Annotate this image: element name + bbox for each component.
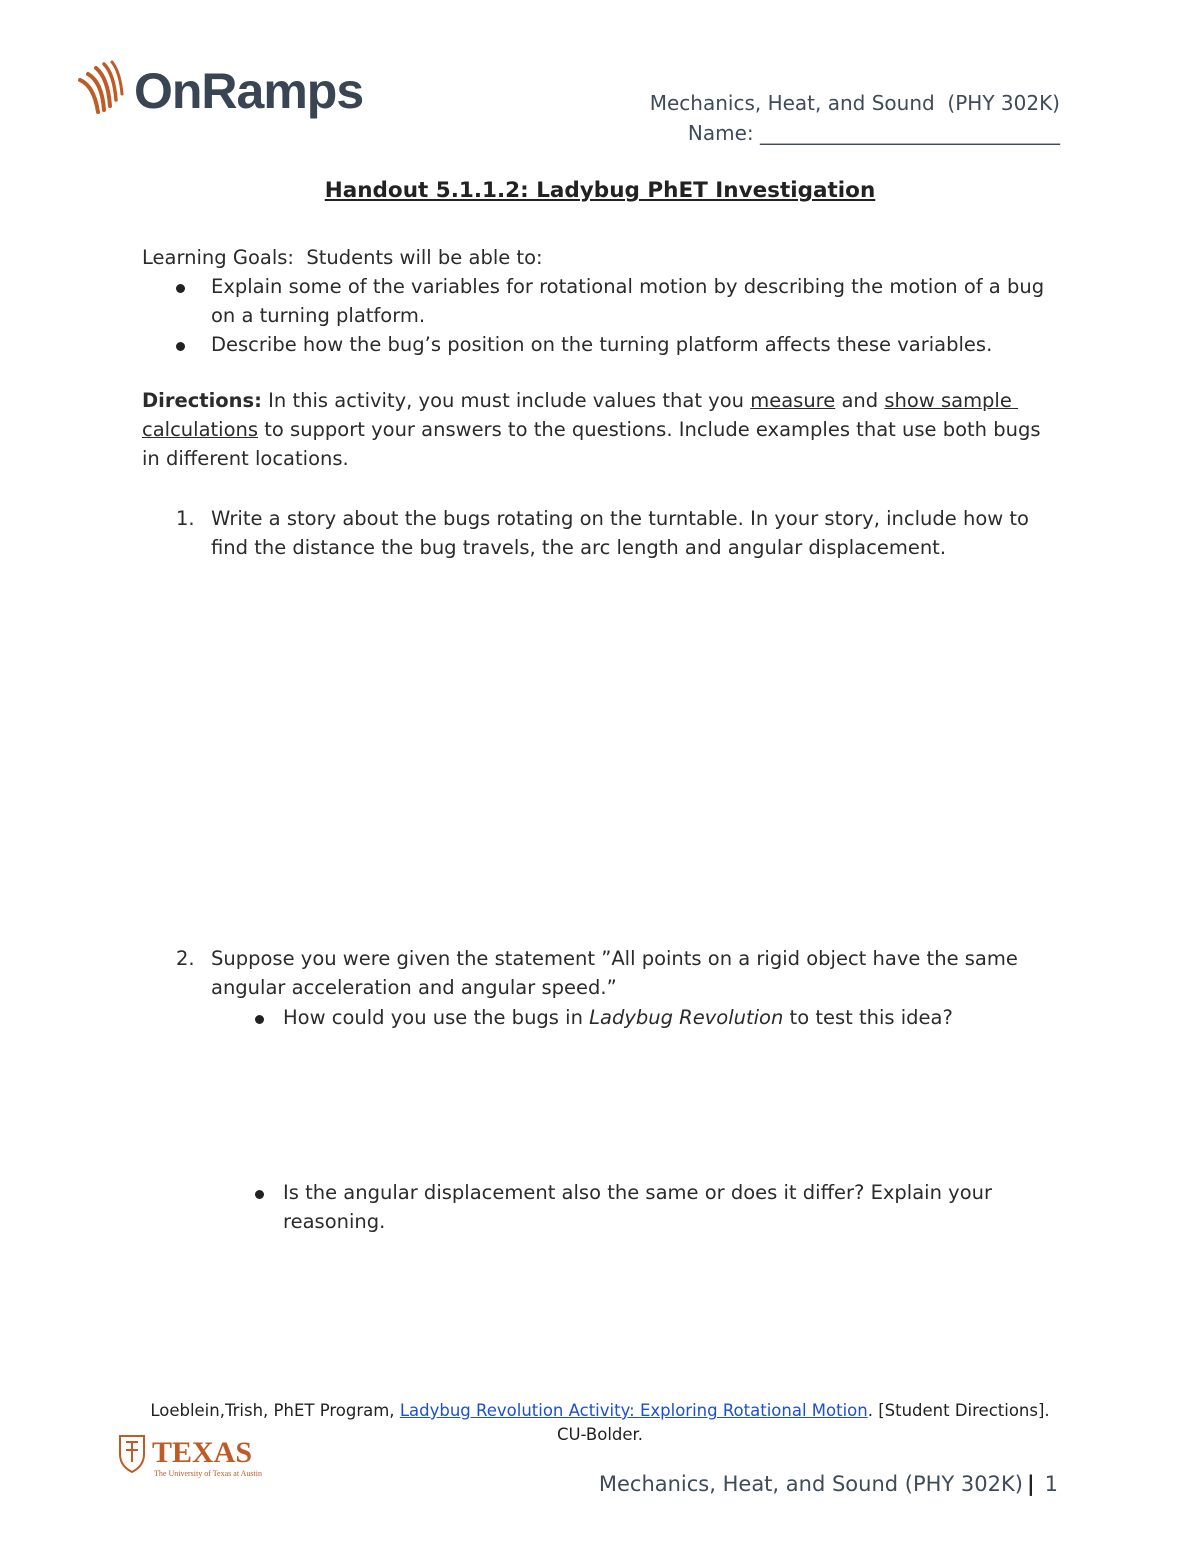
name-line: Name: ______________________________ (687, 121, 1060, 145)
page-title: Handout 5.1.1.2: Ladybug PhET Investigation (324, 178, 876, 203)
subitem-title-italic: Ladybug Revolution (589, 1006, 784, 1029)
citation-link[interactable]: Ladybug Revolution Activity: Exploring Rotational Motion (399, 1401, 868, 1420)
directions-text-2: to support your answers to the questions. Include examples that use both bugs in different locations. (142, 418, 1047, 470)
texas-tagline: The University of Texas at Austin (154, 1469, 262, 1478)
goal-text: Describe how the bug’s position on the turning platform affects these variables. (211, 333, 993, 356)
question-number: 1. (176, 507, 195, 530)
goal-text: Explain some of the variables for rotational motion by describing the motion of a bug on a turning platform. (211, 275, 1045, 327)
directions-show-sample: show sample calculations (142, 389, 1019, 441)
directions-label: Directions: (142, 389, 262, 412)
bullet-icon (255, 1190, 264, 1199)
footer-separator: | (1026, 1472, 1035, 1496)
subitem-text (211, 1003, 1011, 1032)
bullet-icon (255, 1015, 264, 1024)
list-item (142, 272, 1062, 330)
list-item (142, 330, 1062, 359)
onramps-logo-text: OnRamps (134, 63, 364, 119)
bullet-icon (176, 342, 185, 351)
citation (142, 1399, 1058, 1447)
onramps-swoosh-icon (76, 60, 128, 122)
subitem-text-start: How could you use the bugs in (283, 1006, 590, 1029)
learning-goals-list (142, 272, 1062, 359)
directions-measure: measure (750, 389, 836, 412)
texas-logo (118, 1432, 278, 1484)
footer-course: Mechanics, Heat, and Sound (PHY 302K) (598, 1472, 1023, 1496)
directions (142, 386, 1062, 473)
footer-page-number: 1 (1044, 1472, 1058, 1496)
subitem-text-end: to test this idea? (783, 1006, 953, 1029)
directions-text-1: In this activity, you must include values that you (261, 389, 751, 412)
onramps-logo (76, 60, 363, 122)
bullet-icon (176, 284, 185, 293)
directions-and: and (835, 389, 885, 412)
question-1 (142, 504, 1062, 562)
learning-goals-label: Learning Goals: (142, 246, 294, 269)
question-2-subitem-b (211, 1178, 1011, 1236)
citation-suffix: . [Student Directions]. CU-Bolder. (556, 1401, 1050, 1444)
learning-goals-intro (142, 243, 1062, 272)
page-footer (560, 1472, 1058, 1496)
question-text: Write a story about the bugs rotating on the turntable. In your story, include how to find the distance the bug travels, the arc length and angular displacement. (211, 507, 1029, 559)
subitem-text: Is the angular displacement also the same or does it differ? Explain your reasoning. (283, 1181, 992, 1233)
question-2 (142, 944, 1062, 1002)
learning-goals-intro-text: Students will be able to: (294, 246, 543, 269)
question-2-subitem-a (211, 1003, 1011, 1032)
course-title: Mechanics, Heat, and Sound (PHY 302K) (649, 91, 1060, 115)
texas-wordmark: TEXAS (152, 1436, 253, 1469)
question-number: 2. (176, 947, 195, 970)
learning-goals (142, 243, 1062, 359)
citation-prefix: Loeblein,Trish, PhET Program, (150, 1401, 400, 1420)
header-info (560, 88, 1060, 148)
texas-seal-icon (118, 1432, 278, 1480)
question-text: Suppose you were given the statement ”All points on a rigid object have the same angular acceleration and angular speed.” (211, 947, 1018, 999)
